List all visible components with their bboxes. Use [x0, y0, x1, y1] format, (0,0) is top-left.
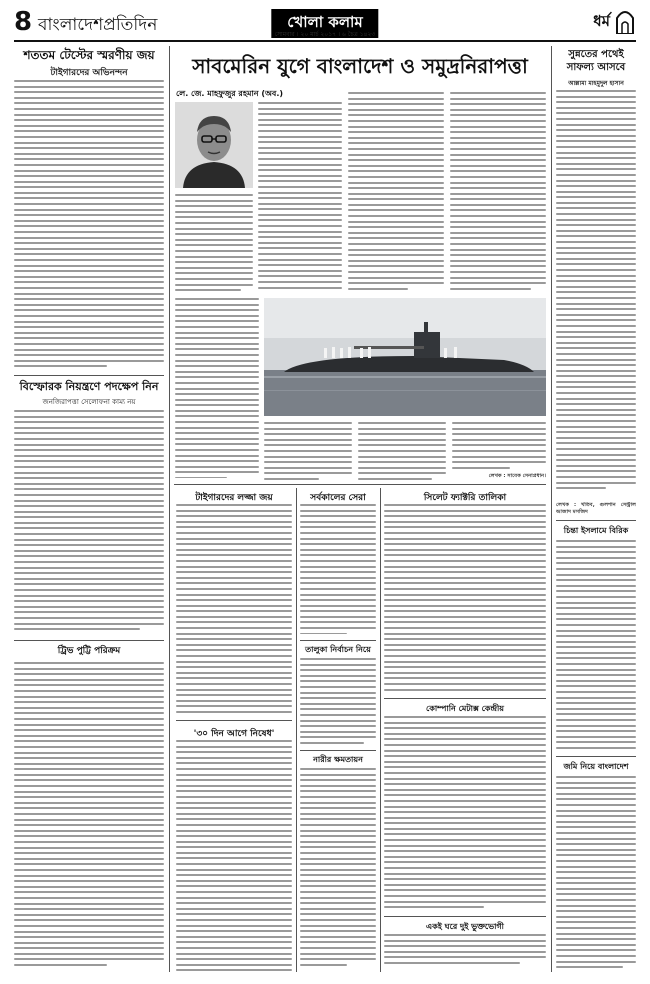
left-divider-1: [14, 375, 164, 376]
bottom-e-headline: তালুকা নির্বাচন নিয়ে: [305, 645, 371, 654]
page-header: [14, 8, 636, 38]
main-author-label: লেখক : সাবেক সেনাপ্রধান।: [488, 473, 546, 479]
bottom-h-headline: একই ঘরে দুই ভুক্তভোগী: [426, 922, 504, 931]
main-bottom-rule: [174, 484, 546, 485]
bottom-rule-2: [380, 488, 381, 972]
submarine-photo-image: [264, 298, 546, 416]
author-portrait: [175, 102, 253, 188]
main-column-2: [348, 92, 444, 292]
bottom-a-divider: [176, 720, 292, 721]
left-story2-headline: বিস্ফোরক নিয়ন্ত্রণে পদক্ষেপ নিন: [19, 380, 159, 393]
mosque-icon: [614, 8, 636, 34]
submarine-photo: [264, 298, 546, 416]
left-story3-body: [14, 662, 164, 972]
bottom-b-body: [300, 504, 376, 634]
bottom-c-headline: সিলেট ফ্যাক্টরি তালিকা: [423, 493, 507, 503]
bottom-e-body: [300, 658, 376, 746]
right-divider-2: [556, 756, 636, 757]
right-story-body: [556, 90, 636, 500]
bottom-f-headline: নারীর ক্ষমতায়ন: [313, 755, 363, 764]
bottom-rule-1: [296, 488, 297, 972]
author-portrait-image: [175, 102, 253, 188]
section-title: খোলা কলাম: [271, 9, 378, 38]
main-column-3: [450, 92, 546, 292]
bottom-c-body: [384, 504, 546, 694]
bottom-g-headline: কোম্পানি মেটাক্স কেন্দ্রীয়: [426, 704, 504, 713]
main-column-7: [452, 422, 546, 472]
bottom-a-body: [176, 504, 292, 714]
main-column-1: [258, 102, 342, 292]
bottom-e-divider: [300, 750, 376, 751]
right-story3-body: [556, 776, 636, 972]
issue-date: সোমবার । ২০ মার্চ ২০১৭ । ৬ চৈত্র ১৪২৩: [274, 31, 376, 38]
main-column-1-lower: [175, 194, 253, 294]
left-subheadline: টাইগারদের অভিনন্দন: [50, 68, 128, 78]
left-story-body: [14, 80, 164, 370]
main-byline: লে. জে. মাহফুজুর রহমান (অব.): [176, 89, 284, 98]
right-author-label: লেখক : খতিব, গুলশান সেন্ট্রাল আজাদ মসজিদ: [556, 502, 636, 515]
bottom-d-headline: '৩০ দিন আগে নিষেধ': [193, 729, 275, 739]
left-story3-headline: ট্রিভ পুট্টি পরিক্রম: [57, 646, 121, 656]
right-divider-1: [556, 520, 636, 521]
left-divider-2: [14, 640, 164, 641]
right-author: আল্লামা মাহমুদুল হাসান: [568, 80, 624, 87]
left-headline: শততম টেস্টের স্মরণীয় জয়: [23, 48, 155, 62]
bottom-c-divider: [384, 698, 546, 699]
bottom-b-headline: সর্বকালের সেরা: [310, 493, 366, 503]
right-story2-body: [556, 540, 636, 752]
main-column-4: [175, 298, 259, 478]
header-rule: [14, 40, 636, 42]
main-column-5: [264, 422, 352, 480]
bottom-a-headline: টাইগারদের লজ্জা জয়: [195, 493, 273, 503]
right-headline: সুন্নতের পথেই সাফল্য আসবে: [566, 49, 626, 73]
right-story2-headline: চিন্তা ইসলামে বিরিক: [563, 526, 629, 535]
page-number: 8: [14, 7, 33, 37]
right-column-rule: [551, 46, 552, 972]
bottom-d-body: [176, 740, 292, 972]
bottom-f-body: [300, 768, 376, 972]
left-column-rule: [169, 46, 170, 972]
left-story2-body: [14, 410, 164, 635]
bottom-g-divider: [384, 916, 546, 917]
left-story2-sub: জনজিরাপত্তা সেলোফনা কাম্য নয়: [42, 398, 136, 406]
bottom-h-body: [384, 934, 546, 972]
right-section-title: ধর্ম: [593, 12, 610, 30]
main-headline: সাবমেরিন যুগে বাংলাদেশ ও সমুদ্রনিরাপত্তা: [192, 54, 528, 78]
bottom-b-divider: [300, 640, 376, 641]
bottom-g-body: [384, 716, 546, 912]
main-column-6: [358, 422, 446, 480]
paper-name: বাংলাদেশপ্রতিদিন: [38, 15, 158, 35]
right-story3-headline: জমি নিয়ে বাংলাদেশ: [563, 762, 629, 771]
